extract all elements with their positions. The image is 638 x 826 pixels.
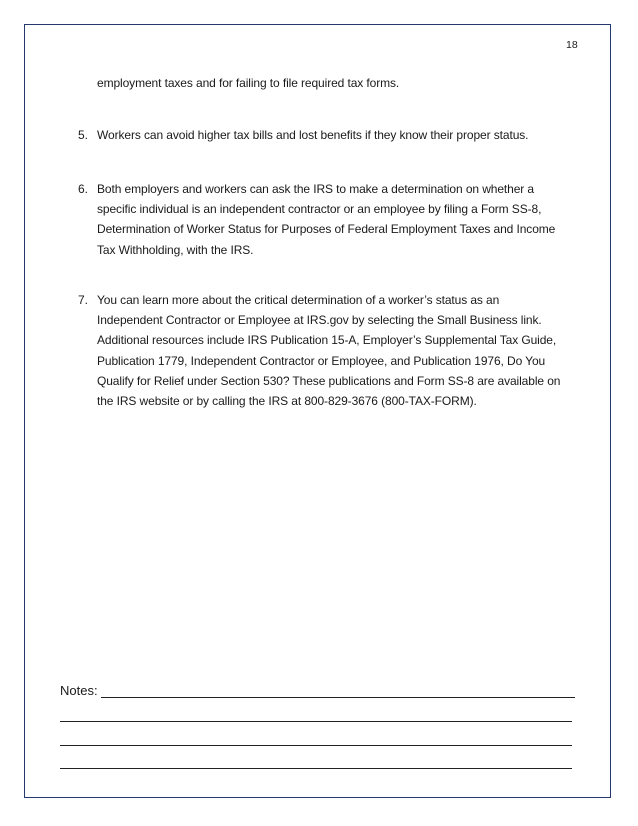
page-number: 18 bbox=[566, 39, 578, 51]
notes-line bbox=[60, 721, 572, 722]
continuation-paragraph bbox=[97, 73, 572, 93]
paragraph-line: specific individual is an independent contractor or an employee by filing a Form SS-8, bbox=[97, 202, 542, 217]
paragraph-line: Publication 1779, Independent Contractor or Employee, and Publication 1976, Do You bbox=[97, 353, 546, 368]
paragraph-line: Qualify for Relief under Section 530? These publications and Form SS-8 are available on bbox=[97, 373, 561, 388]
notes-line bbox=[60, 768, 572, 769]
paragraph-line: Determination of Worker Status for Purposes of Federal Employment Taxes and Income bbox=[97, 222, 556, 237]
list-number: 5. bbox=[78, 128, 89, 142]
paragraph-line: You can learn more about the critical determination of a worker’s status as an bbox=[97, 293, 500, 307]
list-item-6 bbox=[97, 179, 572, 260]
paragraph-line: Additional resources include IRS Publication 15-A, Employer’s Supplemental Tax Guide, bbox=[97, 333, 557, 348]
paragraph-line: the IRS website or by calling the IRS at 800-829-3676 (800-TAX-FORM). bbox=[97, 394, 477, 409]
list-item-5 bbox=[97, 125, 572, 145]
list-number: 7. bbox=[78, 293, 89, 307]
list-number: 6. bbox=[78, 182, 89, 196]
list-item-7 bbox=[97, 290, 572, 411]
notes-label: Notes: bbox=[60, 683, 98, 698]
paragraph-line: Workers can avoid higher tax bills and lost benefits if they know their proper status. bbox=[97, 128, 529, 142]
paragraph-line: Tax Withholding, with the IRS. bbox=[97, 242, 254, 257]
paragraph-line: employment taxes and for failing to file required tax forms. bbox=[97, 76, 400, 90]
notes-line bbox=[101, 697, 575, 698]
notes-line bbox=[60, 745, 572, 746]
paragraph-line: Independent Contractor or Employee at IRS.gov by selecting the Small Business link. bbox=[97, 313, 542, 328]
paragraph-line: Both employers and workers can ask the IRS to make a determination on whether a bbox=[97, 182, 534, 196]
